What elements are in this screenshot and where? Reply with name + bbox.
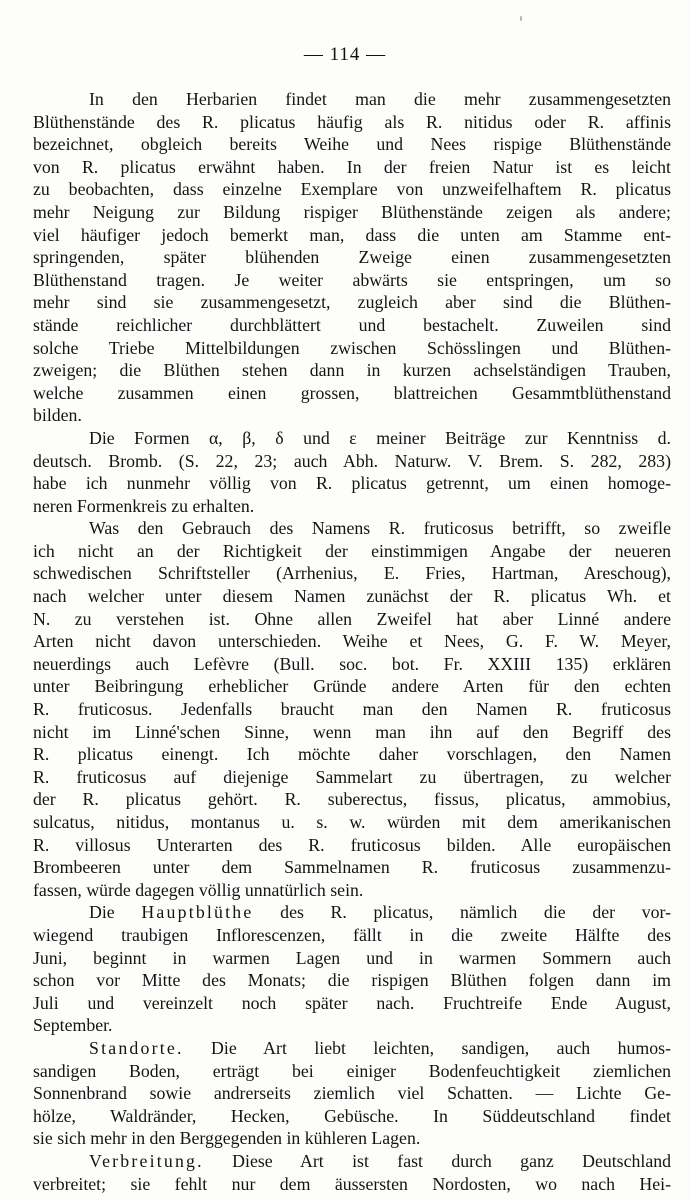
text-line: springenden, später blühenden Zweige einen zusammengesetzten: [33, 247, 671, 268]
section-heading-verbreitung: Verbreitung.: [89, 1150, 204, 1171]
text-line: nach welcher unter diesem Namen zunächst der R. plicatus Wh. et: [33, 586, 671, 607]
text-line: Blüthenstände des R. plicatus häufig als R. nitidus oder R. affinis: [33, 111, 671, 132]
text-line: R. fruticosus auf diejenige Sammelart zu übertragen, zu welcher: [33, 766, 671, 787]
text-run: Diese Art ist fast durch ganz Deutschland: [232, 1150, 671, 1171]
text-line: fassen, würde dagegen völlig unnatürlich sein.: [33, 879, 364, 900]
text-line: wiegend traubigen Inflorescenzen, fällt in die zweite Hälfte des: [33, 924, 671, 945]
paragraph-standorte: [33, 1037, 671, 1150]
text-line: Brombeeren unter dem Sammelnamen R. fruticosus zusammenzu-: [33, 857, 671, 878]
text-line: [33, 1037, 671, 1060]
paragraph-herbarien: [33, 88, 671, 427]
text-line: September.: [33, 1015, 113, 1036]
text-line: unter Beibringung erheblicher Gründe andere Arten für den echten: [33, 676, 671, 697]
section-heading-hauptbluethe: Hauptblüthe: [141, 902, 254, 923]
paragraph-formen: [33, 427, 671, 517]
text-line: habe ich nunmehr völlig von R. plicatus getrennt, um einen homoge-: [33, 473, 671, 494]
text-line: schwedischen Schriftsteller (Arrhenius, E. Fries, Hartman, Areschoug),: [33, 563, 671, 584]
text-line: Was den Gebrauch des Namens R. fruticosus betrifft, so zweifle: [89, 518, 671, 539]
text-line: Arten nicht davon unterschieden. Weihe et Nees, G. F. W. Meyer,: [33, 631, 671, 652]
text-line: [33, 901, 671, 924]
text-line: neuerdings auch Lefèvre (Bull. soc. bot. Fr. XXIII 135) erklären: [33, 653, 671, 674]
paragraph-fruticosus: [33, 517, 671, 901]
text-line: mehr sind sie zusammengesetzt, zugleich aber sind die Blüthen-: [33, 292, 671, 313]
text-run: des R. plicatus, nämlich die der vor-: [280, 902, 671, 923]
lead-word: Die: [89, 902, 115, 923]
text-line: mehr Neigung zur Bildung rispiger Blüthenstände zeigen als andere;: [33, 201, 671, 222]
text-line: Sonnenbrand sowie andrerseits ziemlich viel Schatten. — Lichte Ge-: [33, 1083, 671, 1104]
text-line: viel häufiger jedoch bemerkt man, dass die unten am Stamme ent-: [33, 224, 671, 245]
text-line: solche Triebe Mittelbildungen zwischen Schösslingen und Blüthen-: [33, 337, 671, 358]
text-line: In den Herbarien findet man die mehr zusammengesetzten: [89, 89, 671, 109]
text-line: sulcatus, nitidus, montanus u. s. w. würden mit dem amerikanischen: [33, 812, 671, 832]
text-line: bezeichnet, obgleich bereits Weihe und Nees rispige Blüthenstände: [33, 134, 671, 155]
text-line: sandigen Boden, erträgt bei einiger Bodenfeuchtigkeit ziemlichen: [33, 1060, 671, 1081]
text-line: deutsch. Bromb. (S. 22, 23; auch Abh. Naturw. V. Brem. S. 282, 283): [33, 450, 671, 471]
text-line: stände reichlicher durchblättert und bestachelt. Zuweilen sind: [33, 314, 671, 335]
text-line: R. plicatus einengt. Ich möchte daher vorschlagen, den Namen: [33, 744, 671, 765]
paragraph-verbreitung: [33, 1150, 671, 1195]
section-heading-standorte: Standorte.: [89, 1037, 184, 1058]
text-line: welche zusammen einen grossen, blattreichen Gesammtblüthenstand: [33, 382, 671, 403]
text-line: schon vor Mitte des Monats; die rispigen Blüthen folgen dann im: [33, 970, 671, 991]
text-line: Juli und vereinzelt noch später nach. Fruchtreife Ende August,: [33, 992, 671, 1013]
text-line: sie sich mehr in den Berggegenden in kühleren Lagen.: [33, 1128, 421, 1149]
text-line: Juni, beginnt in warmen Lagen und in warmen Sommern auch: [33, 947, 671, 968]
text-line: N. zu verstehen ist. Ohne allen Zweifel hat aber Linné andere: [33, 608, 671, 629]
text-run: Die Art liebt leichten, sandigen, auch humos-: [211, 1037, 671, 1058]
body-text: [33, 88, 671, 1195]
text-line: R. villosus Unterarten des R. fruticosus bilden. Alle europäischen: [33, 834, 671, 855]
text-line: ich nicht an der Richtigkeit der einstimmigen Angabe der neueren: [33, 540, 671, 561]
text-line: [33, 1150, 671, 1173]
text-line: von R. plicatus erwähnt haben. In der freien Natur ist es leicht: [33, 156, 671, 177]
text-line: zu beobachten, dass einzelne Exemplare von unzweifelhaftem R. plicatus: [33, 179, 671, 200]
paragraph-hauptbluethe: [33, 901, 671, 1037]
text-line: Die Formen α, β, δ und ε meiner Beiträge zur Kenntniss d.: [89, 427, 671, 448]
paper-speck: [520, 16, 522, 21]
text-line: zweigen; die Blüthen stehen dann in kurzen achselständigen Trauben,: [33, 360, 671, 381]
text-line: bilden.: [33, 405, 82, 426]
text-line: verbreitet; sie fehlt nur dem äussersten Nordosten, wo nach Hei-: [33, 1173, 671, 1194]
text-line: neren Formenkreis zu erhalten.: [33, 495, 255, 516]
text-line: Blüthenstand tragen. Je weiter abwärts sie entspringen, um so: [33, 269, 671, 290]
page-number: — 114 —: [303, 44, 387, 65]
text-line: hölze, Waldränder, Hecken, Gebüsche. In Süddeutschland findet: [33, 1105, 671, 1126]
text-line: der R. plicatus gehört. R. suberectus, fissus, plicatus, ammobius,: [33, 789, 671, 810]
text-line: R. fruticosus. Jedenfalls braucht man den Namen R. fruticosus: [33, 699, 671, 720]
text-line: nicht im Linné'schen Sinne, wenn man ihn auf den Begriff des: [33, 721, 671, 742]
